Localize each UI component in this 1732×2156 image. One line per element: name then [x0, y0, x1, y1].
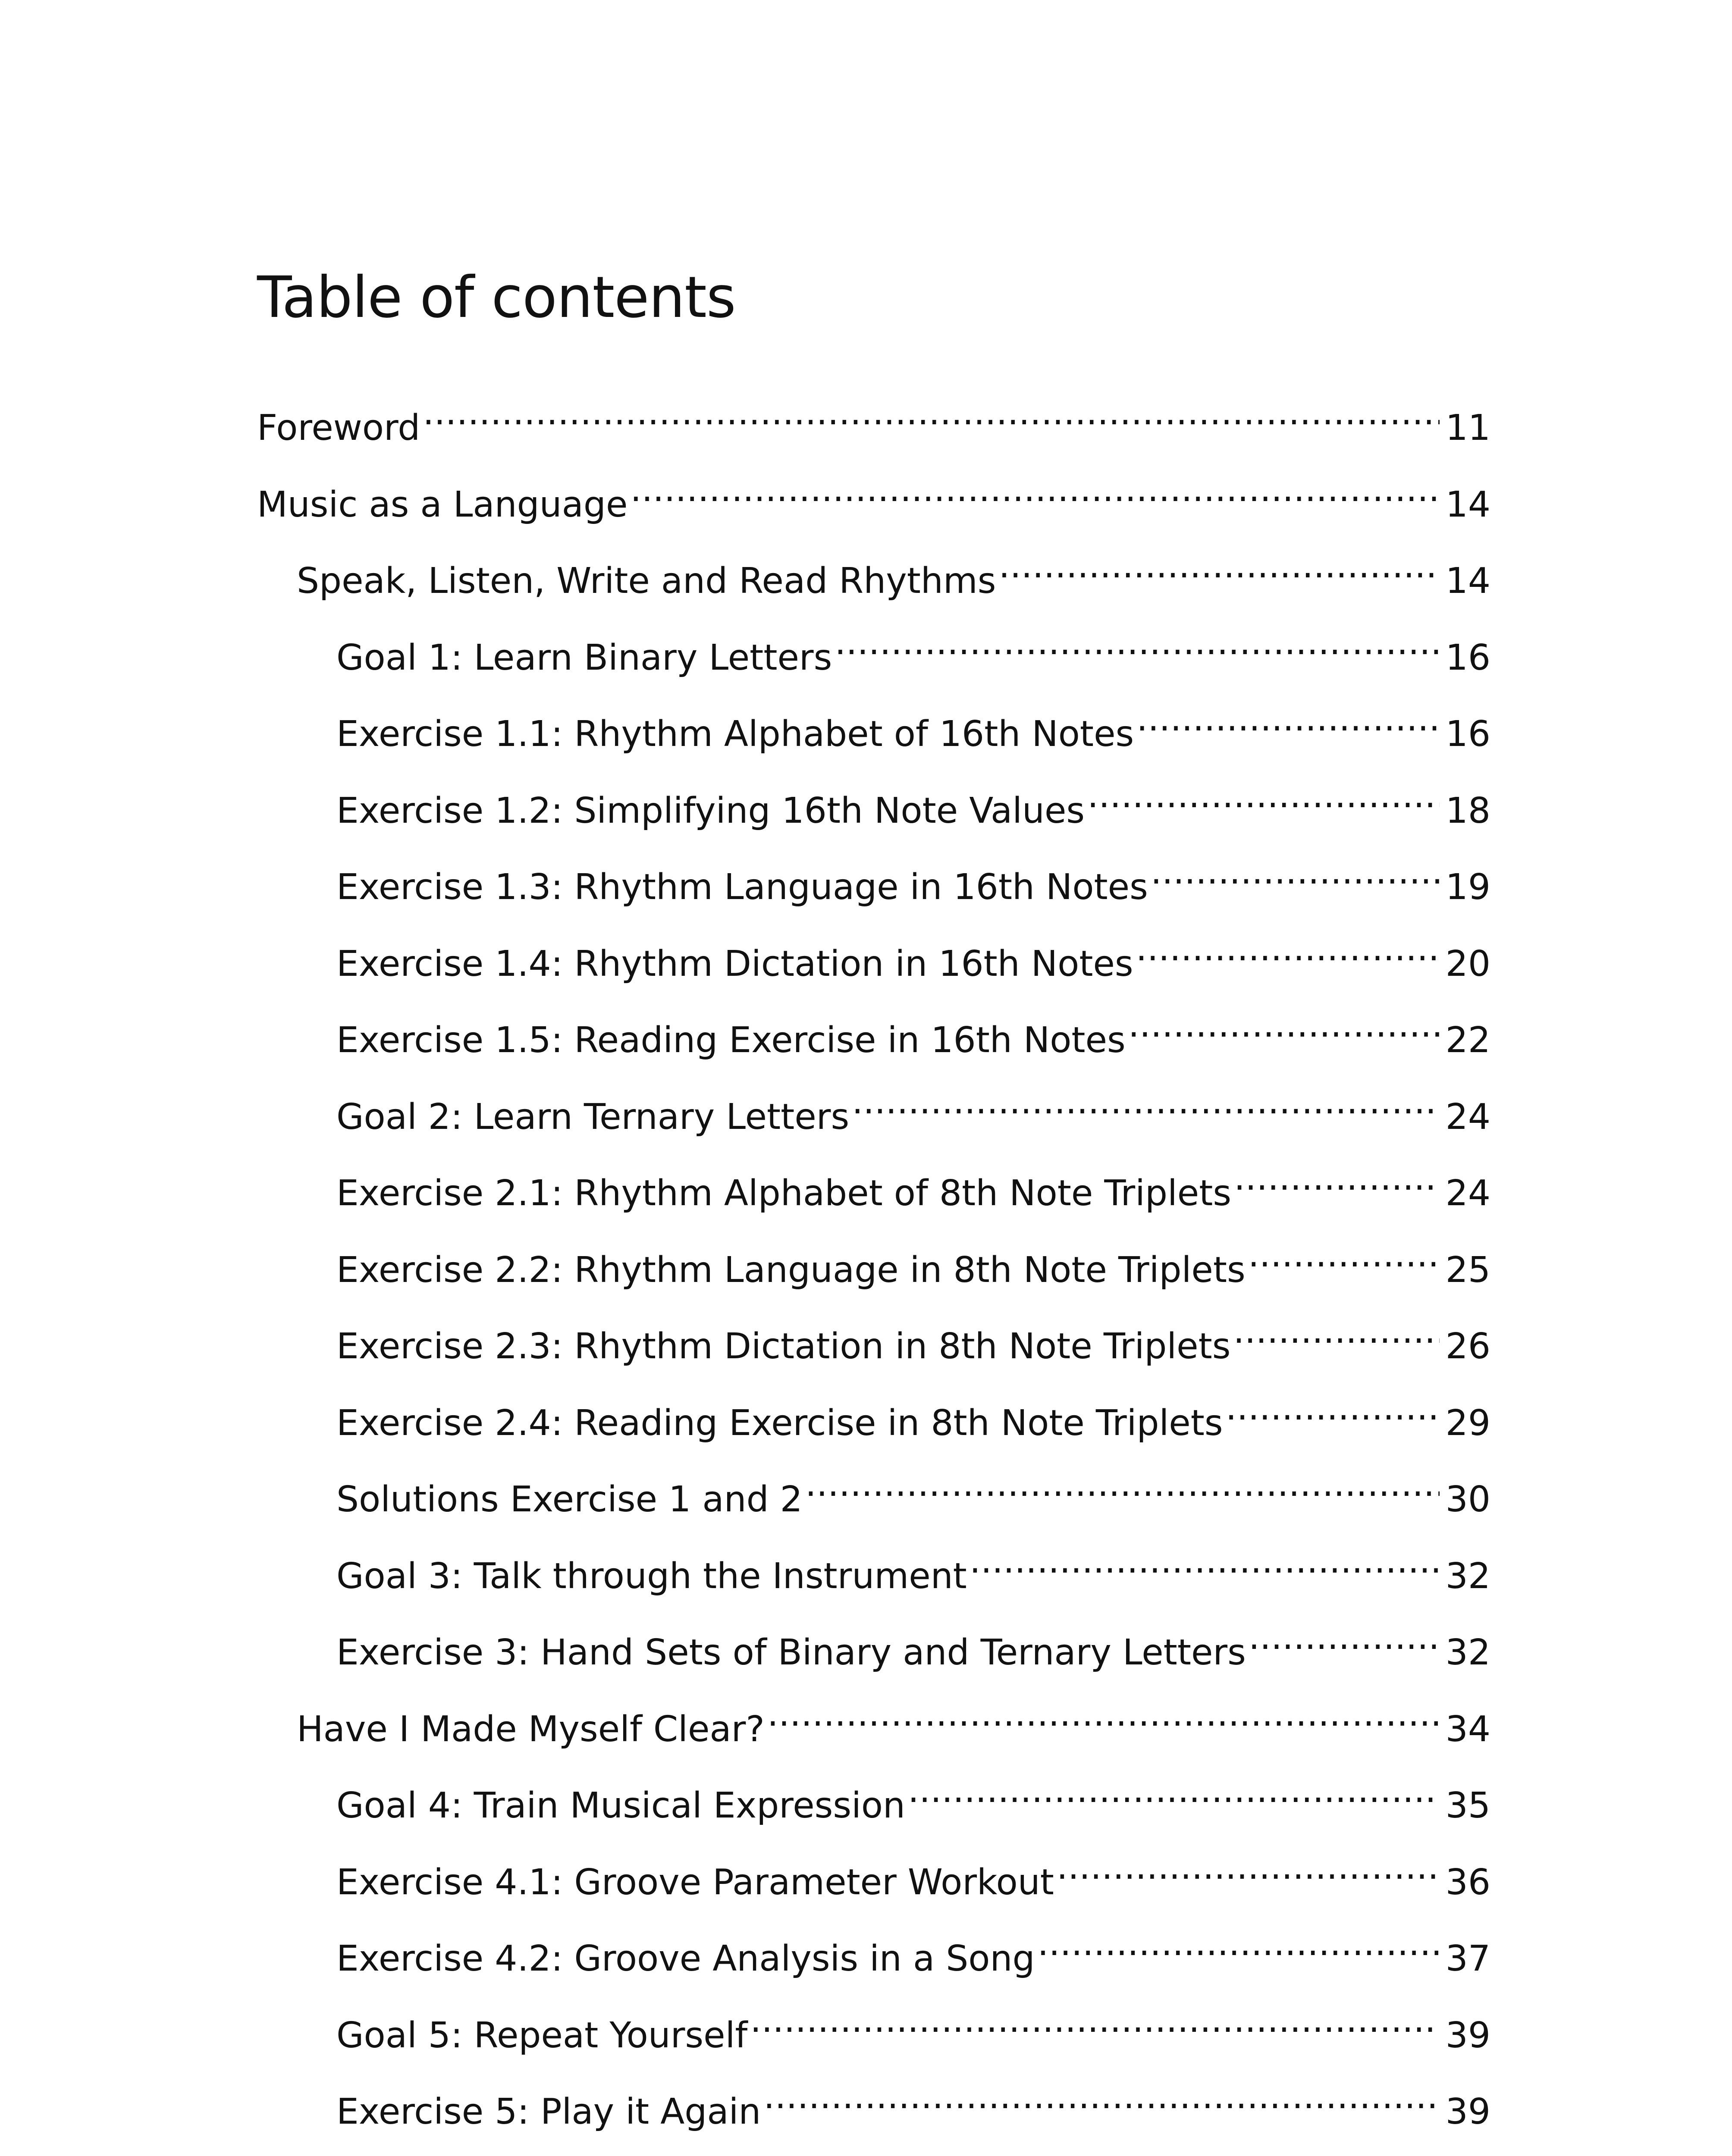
toc-entry[interactable]: [257, 614, 1490, 690]
toc-entry-label: Goal 3: Talk through the Instrument: [336, 1555, 967, 1597]
toc-entry[interactable]: [257, 767, 1490, 843]
toc-entry[interactable]: [257, 1073, 1490, 1150]
toc-entry-page-number: 11: [1445, 407, 1490, 448]
toc-entry-page-number: 16: [1445, 714, 1490, 755]
toc-entry-page-number: 36: [1445, 1861, 1490, 1903]
toc-entry[interactable]: [257, 1226, 1490, 1303]
toc-entry[interactable]: [257, 1991, 1490, 2068]
toc-list: [257, 384, 1490, 2156]
toc-dot-leader: [1038, 1915, 1440, 1971]
toc-dot-leader: [970, 1532, 1440, 1588]
toc-dot-leader: [750, 1991, 1439, 2047]
page-title: Table of contents: [257, 264, 736, 331]
toc-entry[interactable]: [257, 384, 1490, 461]
toc-entry-label: Speak, Listen, Write and Read Rhythms: [297, 561, 996, 602]
toc-entry-label: Goal 5: Repeat Yourself: [336, 2015, 748, 2056]
toc-entry[interactable]: [257, 1455, 1490, 1532]
toc-dot-leader: [767, 1685, 1440, 1741]
toc-entry[interactable]: [257, 1838, 1490, 1915]
toc-entry-page-number: 16: [1445, 637, 1490, 678]
toc-entry[interactable]: [257, 1608, 1490, 1685]
toc-entry-page-number: 32: [1445, 1555, 1490, 1597]
toc-entry[interactable]: [257, 843, 1490, 920]
toc-entry-page-number: 29: [1445, 1402, 1490, 1444]
toc-entry-page-number: 24: [1445, 1173, 1490, 1214]
toc-entry-label: Exercise 2.1: Rhythm Alphabet of 8th Note Triplets: [336, 1173, 1232, 1214]
toc-entry-label: Exercise 1.4: Rhythm Dictation in 16th Notes: [336, 943, 1133, 984]
toc-entry-page-number: 18: [1445, 790, 1490, 831]
toc-entry-label: Exercise 1.2: Simplifying 16th Note Values: [336, 790, 1085, 831]
toc-dot-leader: [1136, 690, 1439, 746]
toc-dot-leader: [835, 614, 1439, 670]
toc-entry[interactable]: [257, 1915, 1490, 1991]
toc-dot-leader: [805, 1455, 1440, 1511]
toc-entry-label: Exercise 1.3: Rhythm Language in 16th Notes: [336, 867, 1148, 908]
toc-dot-leader: [423, 384, 1439, 440]
toc-entry[interactable]: [257, 2144, 1490, 2156]
toc-entry-label: Foreword: [257, 407, 420, 448]
toc-dot-leader: [630, 461, 1439, 517]
toc-dot-leader: [1248, 1226, 1440, 1282]
toc-entry-page-number: 19: [1445, 867, 1490, 908]
toc-entry-page-number: 25: [1445, 1249, 1490, 1291]
toc-entry-label: Solutions Exercise 1 and 2: [336, 1479, 803, 1520]
toc-dot-leader: [1057, 1838, 1440, 1894]
toc-entry-page-number: 34: [1445, 1708, 1490, 1750]
toc-entry-page-number: 30: [1445, 1479, 1490, 1520]
toc-entry[interactable]: [257, 690, 1490, 767]
toc-dot-leader: [1151, 843, 1440, 899]
toc-entry[interactable]: [257, 1685, 1490, 1762]
toc-entry[interactable]: [257, 461, 1490, 537]
toc-entry-page-number: 24: [1445, 1096, 1490, 1138]
toc-entry-page-number: 22: [1445, 1020, 1490, 1061]
toc-dot-leader: [763, 2068, 1439, 2124]
toc-entry-label: Exercise 1.1: Rhythm Alphabet of 16th Notes: [336, 714, 1134, 755]
toc-entry-label: Exercise 4.2: Groove Analysis in a Song: [336, 1938, 1035, 1979]
toc-entry-page-number: 14: [1445, 561, 1490, 602]
toc-entry[interactable]: [257, 996, 1490, 1073]
toc-entry[interactable]: [257, 1761, 1490, 1838]
toc-entry-label: Exercise 1.5: Reading Exercise in 16th Notes: [336, 1020, 1126, 1061]
toc-dot-leader: [1087, 767, 1440, 823]
toc-entry[interactable]: [257, 537, 1490, 614]
toc-entry-label: Exercise 5: Play it Again: [336, 2091, 761, 2132]
toc-entry-label: Goal 4: Train Musical Expression: [336, 1785, 906, 1826]
toc-dot-leader: [1233, 1302, 1440, 1358]
toc-dot-leader: [852, 1073, 1439, 1129]
toc-entry-label: Exercise 2.3: Rhythm Dictation in 8th Note Triplets: [336, 1326, 1231, 1367]
toc-dot-leader: [1136, 920, 1440, 976]
toc-dot-leader: [675, 2144, 1440, 2156]
toc-dot-leader: [1128, 996, 1440, 1052]
toc-entry[interactable]: [257, 920, 1490, 997]
toc-entry-label: Have I Made Myself Clear?: [297, 1708, 765, 1750]
toc-entry-label: Exercise 2.2: Rhythm Language in 8th Note Triplets: [336, 1249, 1246, 1291]
toc-entry-page-number: 39: [1445, 2091, 1490, 2132]
toc-entry-page-number: 35: [1445, 1785, 1490, 1826]
toc-entry-page-number: 26: [1445, 1326, 1490, 1367]
toc-dot-leader: [1234, 1149, 1440, 1205]
toc-dot-leader: [1226, 1379, 1440, 1435]
toc-dot-leader: [999, 537, 1440, 593]
toc-entry-page-number: 39: [1445, 2015, 1490, 2056]
toc-entry-label: Music as a Language: [257, 484, 628, 525]
toc-entry-label: Exercise 4.1: Groove Parameter Workout: [336, 1861, 1054, 1903]
toc-entry-page-number: 20: [1445, 943, 1490, 984]
toc-entry[interactable]: [257, 1302, 1490, 1379]
toc-entry[interactable]: [257, 1532, 1490, 1609]
toc-entry-label: Goal 2: Learn Ternary Letters: [336, 1096, 850, 1138]
toc-entry-label: Goal 1: Learn Binary Letters: [336, 637, 832, 678]
toc-entry[interactable]: [257, 1149, 1490, 1226]
toc-entry-label: Exercise 2.4: Reading Exercise in 8th Note Triplets: [336, 1402, 1223, 1444]
toc-dot-leader: [908, 1761, 1440, 1818]
toc-entry[interactable]: [257, 2068, 1490, 2144]
toc-entry-label: Exercise 3: Hand Sets of Binary and Ternary Letters: [336, 1632, 1246, 1673]
toc-entry-page-number: 14: [1445, 484, 1490, 525]
toc-entry-page-number: 37: [1445, 1938, 1490, 1979]
toc-entry-page-number: 32: [1445, 1632, 1490, 1673]
toc-entry[interactable]: [257, 1379, 1490, 1456]
toc-dot-leader: [1249, 1608, 1440, 1664]
